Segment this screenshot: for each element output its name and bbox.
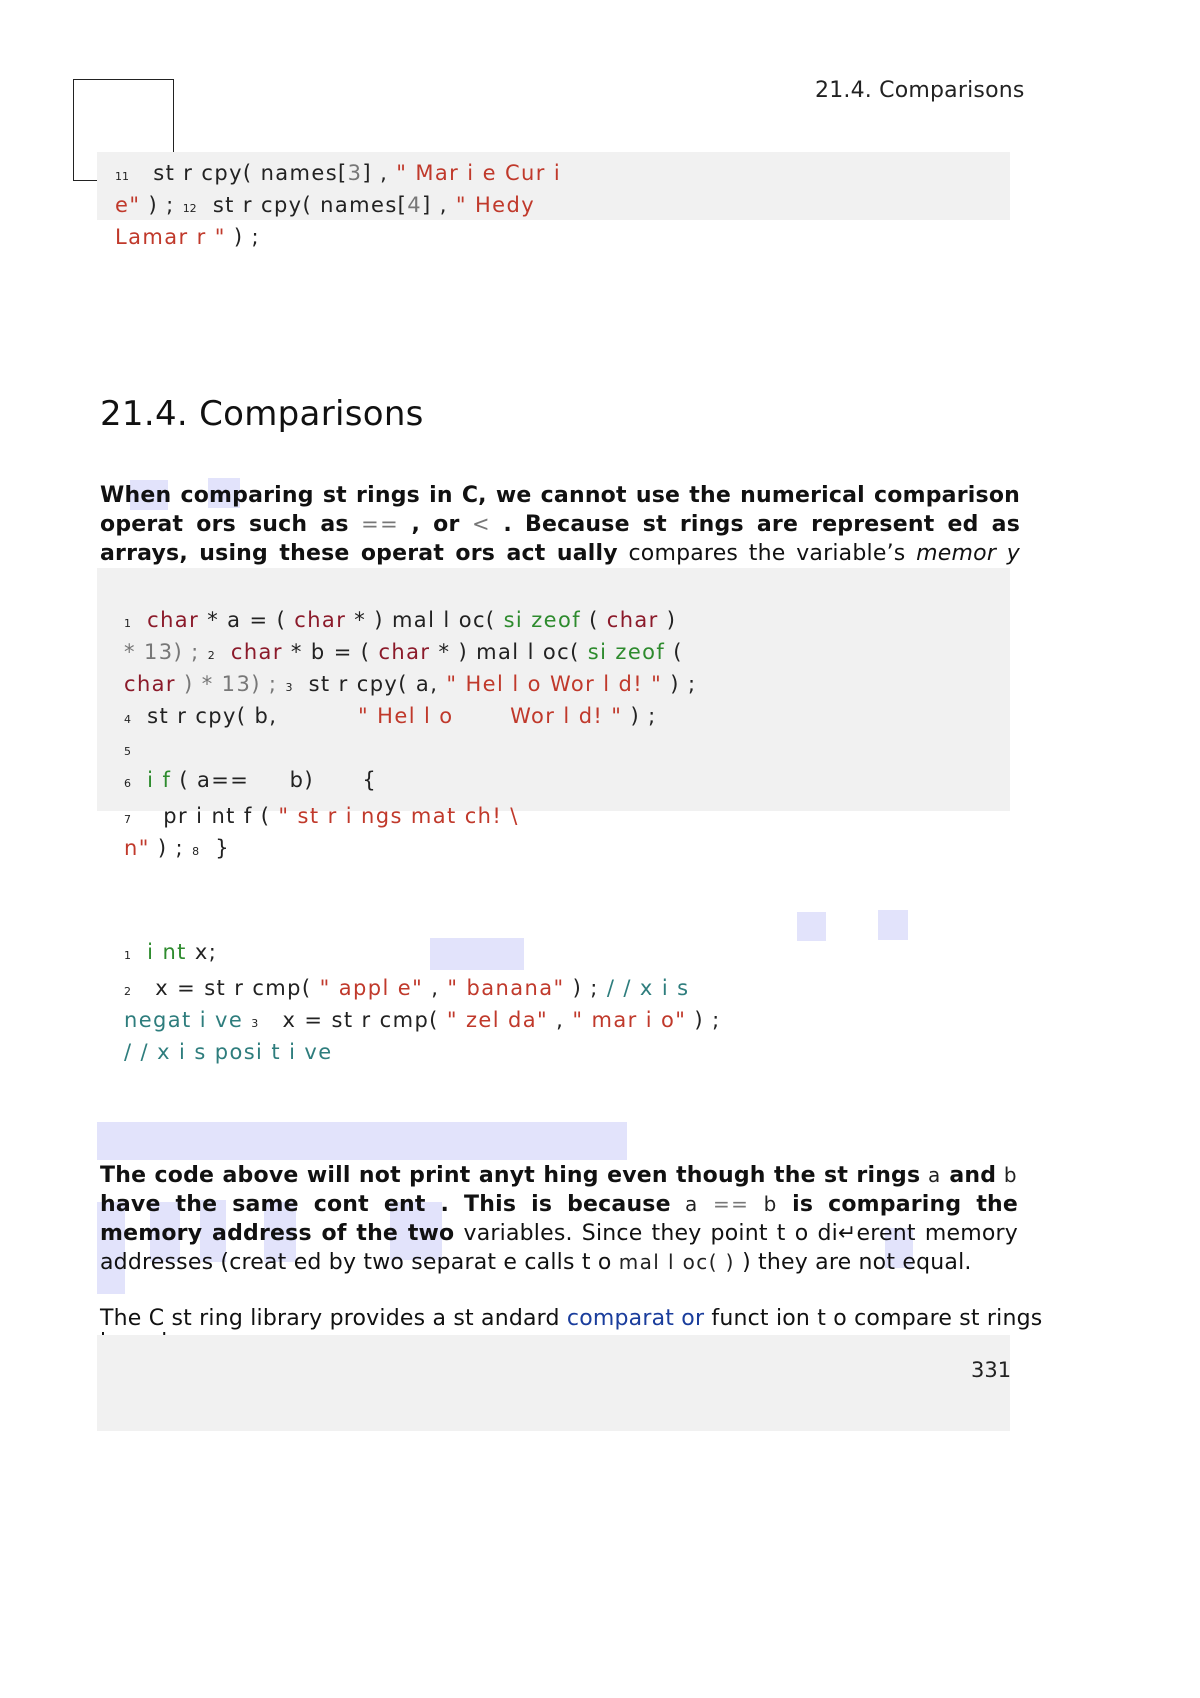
library-text: funct ion t o compare st rings xyxy=(711,1306,1043,1331)
code-string: n" xyxy=(124,836,150,860)
line-number: 1 xyxy=(124,617,131,630)
code-token: st r cpy( names[ xyxy=(212,193,408,217)
code-builtin: i f xyxy=(147,768,172,792)
code-string: " mar i o" xyxy=(572,1008,687,1032)
line-number: 3 xyxy=(285,681,293,694)
code-string: " banana" xyxy=(447,976,565,1000)
code-keyword: char xyxy=(230,640,283,664)
code-token: ) ; xyxy=(662,672,697,696)
code-keyword: char xyxy=(124,672,176,696)
code-builtin: si zeof xyxy=(587,640,666,664)
code-line xyxy=(124,606,696,638)
code-token: ( xyxy=(665,640,683,664)
code-builtin: si zeof xyxy=(503,608,581,632)
code-string: Lamar r " xyxy=(115,225,226,249)
code-comment: / / x i s xyxy=(606,976,690,1000)
code-keyword: char xyxy=(606,608,659,632)
running-header: 21.4. Comparisons xyxy=(815,78,1025,103)
code-string: " st r i ngs mat ch! \ xyxy=(278,804,519,828)
line-number: 7 xyxy=(124,813,131,826)
highlight-bar xyxy=(97,1122,627,1160)
code-token: * a = ( xyxy=(199,608,295,632)
code-line xyxy=(124,802,696,834)
explanation-paragraph xyxy=(100,1161,1018,1277)
code-comment: negat i ve xyxy=(124,1008,244,1032)
comparator-link[interactable]: comparat or xyxy=(566,1306,705,1331)
code-block-main-text xyxy=(124,606,696,866)
code-line xyxy=(115,159,561,191)
operator-equals: == xyxy=(713,1192,750,1216)
page-number: 331 xyxy=(971,1358,1012,1382)
line-number: 4 xyxy=(124,713,131,726)
line-number: 2 xyxy=(124,985,131,998)
code-number: 3 xyxy=(347,161,363,185)
emphasis-text: memor y xyxy=(916,541,1020,566)
intro-bold-text: When comparing st rings in C, we cannot use the numerical comparison operat ors such as xyxy=(100,483,1020,537)
line-number: 5 xyxy=(124,745,131,758)
line-number: 1 xyxy=(124,949,131,962)
code-token: st r cpy( names[ xyxy=(153,161,348,185)
code-block-bottom xyxy=(97,1335,1010,1431)
code-token: ] , xyxy=(422,193,456,217)
intro-bold-text: , or xyxy=(411,512,460,537)
intro-text: compares the variable’s xyxy=(628,541,906,566)
code-string: " Mar i e Cur i xyxy=(396,161,562,185)
code-block-top-text xyxy=(115,159,561,252)
line-number: 11 xyxy=(115,170,129,183)
code-number: 4 xyxy=(407,193,423,217)
code-token: st r cpy( b, xyxy=(147,704,359,728)
code-comment: / / x i s posi t i ve xyxy=(124,1040,333,1064)
line-number: 12 xyxy=(182,202,197,215)
code-string: e" xyxy=(115,193,141,217)
code-keyword: char xyxy=(147,608,200,632)
code-string: " zel da" xyxy=(446,1008,549,1032)
code-token: ) xyxy=(658,608,677,632)
code-token: * ) mal l oc( xyxy=(430,640,588,664)
code-token: * xyxy=(124,640,136,664)
code-token: } xyxy=(199,836,230,860)
code-variable: b xyxy=(1003,1163,1018,1187)
code-line xyxy=(124,974,721,1006)
code-string: " Hel l o Wor l d! " xyxy=(358,704,623,728)
code-line xyxy=(124,834,696,866)
code-token: , xyxy=(548,1008,573,1032)
code-token: x; xyxy=(186,940,218,964)
explain-bold-text: The code above will not print anyt hing even though the st rings xyxy=(100,1163,921,1188)
line-number: 8 xyxy=(192,845,200,858)
code-token: ) ; xyxy=(140,193,183,217)
line-number: 6 xyxy=(124,777,131,790)
intro-bold-text: . Because st rings are represent ed as arrays, using these operat ors act ually xyxy=(100,512,1020,566)
code-token: ) ; xyxy=(149,836,193,860)
library-text: The C st ring library provides a st andard xyxy=(100,1306,560,1331)
operator-equals: == xyxy=(361,512,400,536)
code-token: ( a== b) { xyxy=(171,768,378,792)
code-variable: a xyxy=(685,1192,699,1216)
code-token: ( xyxy=(581,608,607,632)
code-token: x = st r cmp( xyxy=(147,976,320,1000)
code-keyword: char xyxy=(378,640,431,664)
highlight-mark xyxy=(878,910,908,940)
code-token: * ) mal l oc( xyxy=(346,608,504,632)
code-token: ) ; xyxy=(686,1008,721,1032)
explain-bold-text: have the same cont ent . This is because xyxy=(100,1192,671,1217)
line-number: 3 xyxy=(251,1017,259,1030)
code-token: st r cpy( a, xyxy=(308,672,447,696)
code-line xyxy=(115,191,561,223)
line-number: 2 xyxy=(207,649,215,662)
code-line xyxy=(124,638,696,670)
code-number: ) * 13) ; xyxy=(175,672,286,696)
code-builtin: i nt xyxy=(147,940,187,964)
code-token: ] , xyxy=(362,161,397,185)
code-token: ) ; xyxy=(225,225,260,249)
explain-bold-text: and xyxy=(949,1163,997,1188)
code-block-strcmp xyxy=(124,938,721,1067)
code-line xyxy=(124,766,696,798)
code-string: " Hel l o Wor l d! " xyxy=(446,672,663,696)
code-line xyxy=(124,702,696,734)
code-token: x = st r cmp( xyxy=(274,1008,447,1032)
code-line xyxy=(124,938,721,970)
code-token: ) ; xyxy=(564,976,607,1000)
code-token: ) ; xyxy=(622,704,657,728)
code-token: , xyxy=(423,976,448,1000)
explain-bold-text: is comparing the memory address of the two xyxy=(100,1192,1019,1246)
explain-text: variables. Since they point t o di↵erent memory addresses (creat ed by two separat e calls t o xyxy=(100,1221,1018,1275)
code-line xyxy=(115,223,561,252)
code-token: pr i nt f ( xyxy=(147,804,279,828)
operator-less: < xyxy=(471,512,491,536)
code-line xyxy=(124,1006,721,1038)
code-line xyxy=(124,734,696,766)
highlight-mark xyxy=(797,912,826,941)
code-line xyxy=(124,670,696,702)
code-string: " appl e" xyxy=(319,976,424,1000)
code-string: " Hedy xyxy=(455,193,536,217)
section-heading: 21.4. Comparisons xyxy=(100,394,424,434)
code-variable: a xyxy=(927,1163,942,1187)
explain-text: ) they are not equal. xyxy=(742,1250,972,1275)
code-call: mal l oc( ) xyxy=(618,1250,735,1274)
code-token: * b = ( xyxy=(282,640,379,664)
code-variable: b xyxy=(763,1192,778,1216)
code-number: 13) ; xyxy=(135,640,208,664)
code-keyword: char xyxy=(294,608,347,632)
code-line xyxy=(124,1038,721,1067)
